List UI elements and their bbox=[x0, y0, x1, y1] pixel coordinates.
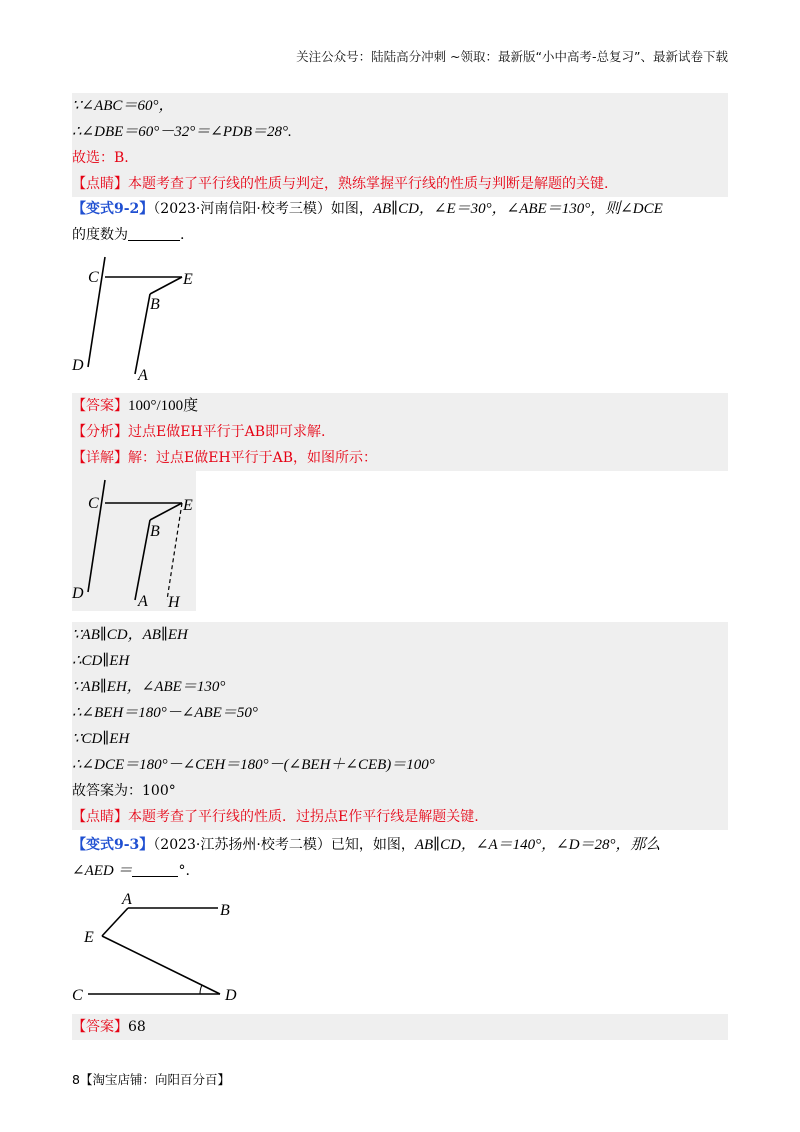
step-line: ∵AB∥CD，AB∥EH bbox=[72, 622, 728, 648]
detail-line: 【详解】解：过点E做EH平行于AB，如图所示： bbox=[72, 445, 728, 471]
comment-line: 【点睛】本题考查了平行线的性质．过拐点E作平行线是解题关键. bbox=[72, 804, 728, 830]
label-E: E bbox=[183, 271, 193, 288]
question-stem-cont: ∠AED ＝ °. bbox=[72, 863, 190, 879]
label-E: E bbox=[183, 497, 193, 514]
label-H: H bbox=[168, 594, 180, 610]
comment-line: 【点睛】本题考查了平行线的性质与判定，熟练掌握平行线的性质与判断是解题的关键. bbox=[72, 171, 728, 197]
label-B: B bbox=[220, 902, 230, 919]
figure-9-2-solution bbox=[70, 476, 200, 610]
question-stem-cont: 的度数为 . bbox=[72, 227, 185, 243]
choice-line: 故选：B. bbox=[72, 145, 728, 171]
label-B: B bbox=[150, 523, 160, 540]
label-E: E bbox=[84, 929, 94, 946]
step-line: ∴∠DBE＝60°－32°＝∠PDB＝28°. bbox=[72, 119, 728, 145]
label-D: D bbox=[72, 357, 84, 374]
answer-line: 【答案】100°/100度 bbox=[72, 393, 728, 419]
step-line: ∴∠BEH＝180°－∠ABE＝50° bbox=[72, 700, 728, 726]
figure-9-3 bbox=[70, 888, 250, 1010]
answer-blank bbox=[128, 226, 180, 241]
label-D: D bbox=[72, 585, 84, 602]
label-C: C bbox=[72, 987, 83, 1004]
page-footer: 8【淘宝店铺：向阳百分百】 bbox=[72, 1072, 230, 1087]
figure-9-2 bbox=[70, 252, 210, 384]
label-A: A bbox=[122, 891, 132, 908]
step-line: ∴CD∥EH bbox=[72, 648, 728, 674]
step-line: ∵∠ABC＝60°， bbox=[72, 93, 728, 119]
question-stem: 【变式9-3】（2023·江苏扬州·校考二模）已知，如图，AB∥CD，∠A＝140°，∠D＝28°，那么 bbox=[72, 837, 661, 853]
answer-blank bbox=[132, 862, 178, 877]
label-C: C bbox=[88, 495, 99, 512]
label-A: A bbox=[138, 593, 148, 610]
analysis-line: 【分析】过点E做EH平行于AB即可求解. bbox=[72, 419, 728, 445]
answer-line: 【答案】68 bbox=[72, 1014, 728, 1040]
page-header: 关注公众号：陆陆高分冲刺 ~领取：最新版“小中高考-总复习”、最新试卷下载 bbox=[296, 49, 728, 64]
question-stem: 【变式9-2】（2023·河南信阳·校考三模）如图，AB∥CD，∠E＝30°，∠ABE＝130°，则∠DCE bbox=[72, 201, 663, 217]
label-D: D bbox=[225, 987, 237, 1004]
step-line: ∴∠DCE＝180°－∠CEH＝180°－(∠BEH＋∠CEB)＝100° bbox=[72, 752, 728, 778]
label-C: C bbox=[88, 269, 99, 286]
step-line: ∵CD∥EH bbox=[72, 726, 728, 752]
step-line: ∵AB∥EH，∠ABE＝130° bbox=[72, 674, 728, 700]
label-B: B bbox=[150, 296, 160, 313]
label-A: A bbox=[138, 367, 148, 384]
step-line: 故答案为：100° bbox=[72, 778, 728, 804]
